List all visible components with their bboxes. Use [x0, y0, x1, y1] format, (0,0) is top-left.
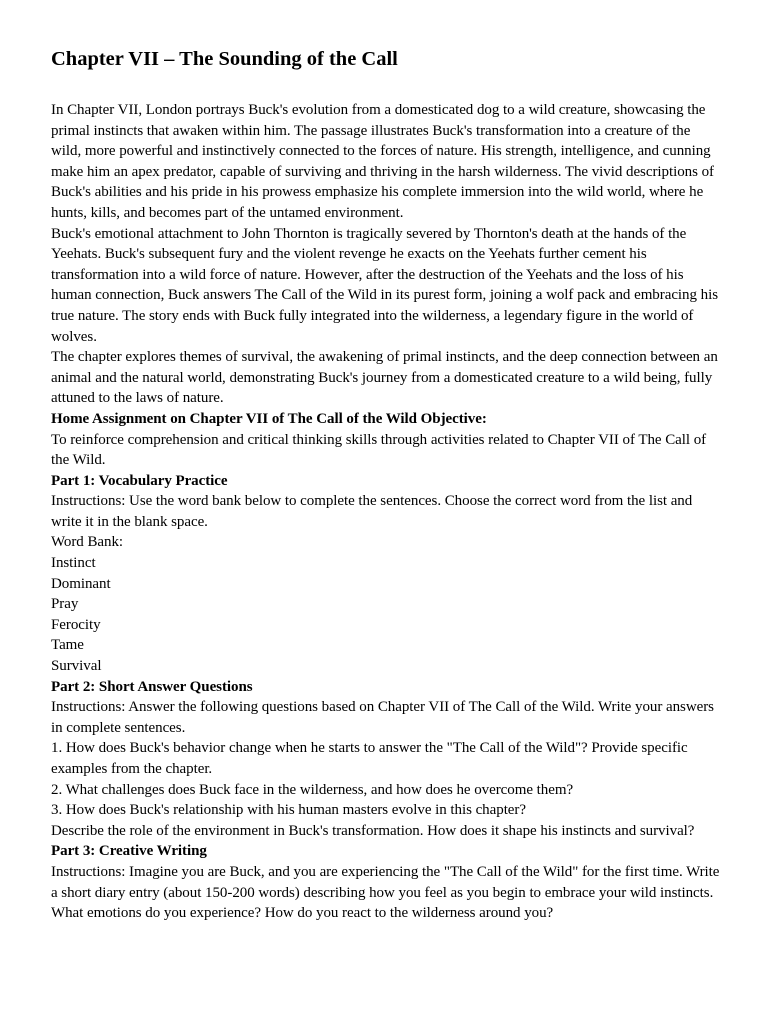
part1-heading: Part 1: Vocabulary Practice — [51, 472, 228, 489]
word-bank-item: Pray — [51, 596, 79, 613]
part3-heading: Part 3: Creative Writing — [51, 843, 207, 860]
word-bank-item: Dominant — [51, 575, 111, 592]
question-item: Describe the role of the environment in Buck's transformation. How does it shape his instincts and survival? — [51, 822, 695, 839]
chapter-title: Chapter VII – The Sounding of the Call — [51, 48, 398, 70]
summary-paragraph-3: The chapter explores themes of survival, the awakening of primal instincts, and the deep connection between an animal and the natural world, demonstrating Buck's journey from a domesticated creature to a wild being, fully attuned to the laws of nature. — [51, 349, 718, 407]
question-item: 2. What challenges does Buck face in the wilderness, and how does he overcome them? — [51, 781, 574, 798]
question-item: 1. How does Buck's behavior change when he starts to answer the "The Call of the Wild"? Provide specific examples from the chapter. — [51, 740, 688, 777]
word-bank-item: Instinct — [51, 555, 96, 572]
summary-paragraph-1: In Chapter VII, London portrays Buck's evolution from a domesticated dog to a wild creature, showcasing the primal instincts that awaken within him. The passage illustrates Buck's transformation into a creature of the wild, more powerful and instinctively connected to the forces of nature. His strength, intelligence, and cunning make him an apex predator, capable of surviving and thriving in the harsh wilderness. The vivid descriptions of Buck's abilities and his pride in his prowess emphasize his complete immersion into the wild world, where he hunts, kills, and becomes part of the untamed environment. — [51, 102, 714, 221]
word-bank-item: Tame — [51, 637, 84, 654]
part2-heading: Part 2: Short Answer Questions — [51, 678, 253, 695]
question-item: 3. How does Buck's relationship with his human masters evolve in this chapter? — [51, 802, 526, 819]
document-body — [51, 100, 724, 924]
word-bank-item: Survival — [51, 658, 102, 675]
word-bank-label: Word Bank: — [51, 534, 124, 551]
part1-instructions: Instructions: Use the word bank below to complete the sentences. Choose the correct word from the list and write it in the blank space. — [51, 493, 693, 530]
part3-instructions: Instructions: Imagine you are Buck, and you are experiencing the "The Call of the Wild" for the first time. Write a short diary entry (about 150-200 words) describing how you feel as you begin to embrace your wild instincts. What emotions do you experience? How do you react to the wilderness around you? — [51, 863, 720, 922]
assignment-heading: Home Assignment on Chapter VII of The Call of the Wild Objective: — [51, 410, 487, 427]
word-bank-item: Ferocity — [51, 616, 101, 633]
part2-instructions: Instructions: Answer the following questions based on Chapter VII of The Call of the Wild. Write your answers in complete sentences. — [51, 699, 714, 736]
summary-paragraph-2: Buck's emotional attachment to John Thornton is tragically severed by Thornton's death at the hands of the Yeehats. Buck's subsequent fury and the violent revenge he exacts on the Yeehats further cement his transformation into a wild force of nature. However, after the destruction of the Yeehats and the loss of his human connection, Buck answers The Call of the Wild in its purest form, joining a wolf pack and embracing his true nature. The story ends with Buck fully integrated into the wilderness, a legendary figure in the world of wolves. — [51, 225, 718, 345]
assignment-objective: To reinforce comprehension and critical thinking skills through activities related to Chapter VII of The Call of the Wild. — [51, 431, 707, 469]
